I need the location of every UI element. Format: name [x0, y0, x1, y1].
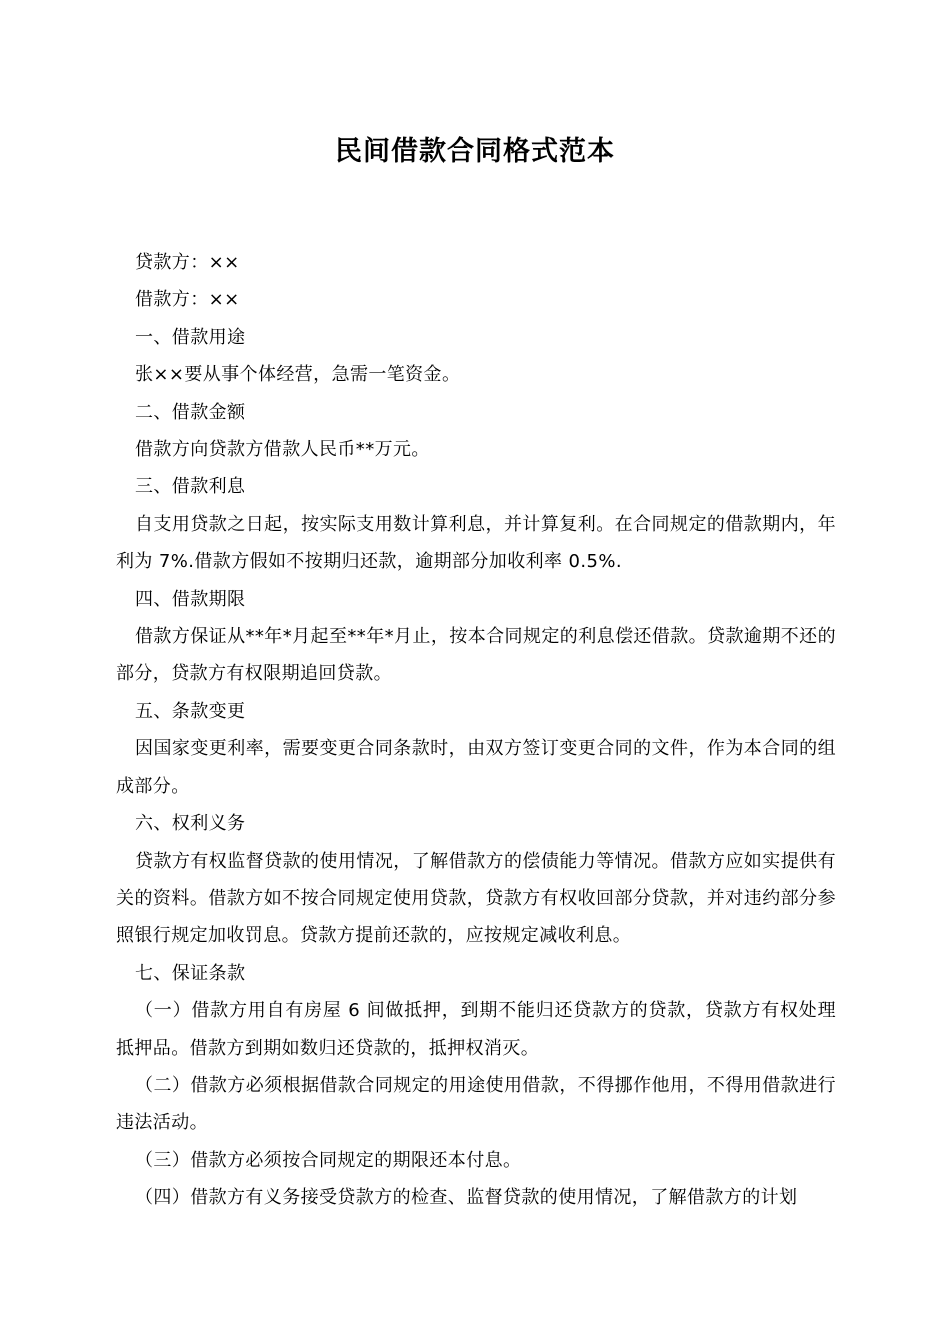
paragraph-change: 因国家变更利率，需要变更合同条款时，由双方签订变更合同的文件，作为本合同的组成部分。	[116, 738, 836, 797]
paragraph-guarantee-4: （四）借款方有义务接受贷款方的检查、监督贷款的使用情况，了解借款方的计划	[135, 1187, 798, 1209]
paragraph-lender: 贷款方：××	[135, 252, 240, 273]
document-title: 民间借款合同格式范本	[335, 136, 615, 167]
section-heading-term: 四、借款期限	[135, 588, 246, 610]
paragraph-rights: 贷款方有权监督贷款的使用情况，了解借款方的偿债能力等情况。借款方应如实提供有关的资料。借款方如不按合同规定使用贷款，贷款方有权收回部分贷款，并对违约部分参照银行规定加收罚息。贷款方提前还款的，应按规定减收利息。	[116, 850, 836, 947]
paragraph-amount: 借款方向贷款方借款人民币**万元。	[135, 439, 430, 461]
paragraph-interest: 自支用贷款之日起，按实际支用数计算利息，并计算复利。在合同规定的借款期内，年利为 7%.借款方假如不按期归还款，逾期部分加收利率 0.5%.	[116, 513, 836, 573]
section-heading-interest: 三、借款利息	[135, 476, 246, 498]
paragraph-purpose: 张××要从事个体经营，急需一笔资金。	[135, 364, 461, 386]
paragraph-guarantee-2: （二）借款方必须根据借款合同规定的用途使用借款，不得挪作他用，不得用借款进行违法活动。	[116, 1074, 836, 1134]
section-heading-purpose: 一、借款用途	[135, 326, 246, 348]
section-heading-change: 五、条款变更	[135, 700, 246, 722]
paragraph-borrower: 借款方：××	[135, 289, 240, 311]
paragraph-guarantee-1: （一）借款方用自有房屋 6 间做抵押，到期不能归还贷款方的贷款，贷款方有权处理抵押品。借款方到期如数归还贷款的，抵押权消灭。	[116, 1000, 836, 1059]
section-heading-amount: 二、借款金额	[135, 401, 246, 423]
section-heading-guarantee: 七、保证条款	[135, 962, 246, 984]
paragraph-term: 借款方保证从**年*月起至**年*月止，按本合同规定的利息偿还借款。贷款逾期不还的部分，贷款方有权限期追回贷款。	[116, 626, 836, 685]
document-body	[116, 244, 836, 1217]
section-heading-rights: 六、权利义务	[135, 813, 246, 835]
paragraph-guarantee-3: （三）借款方必须按合同规定的期限还本付息。	[135, 1149, 522, 1171]
